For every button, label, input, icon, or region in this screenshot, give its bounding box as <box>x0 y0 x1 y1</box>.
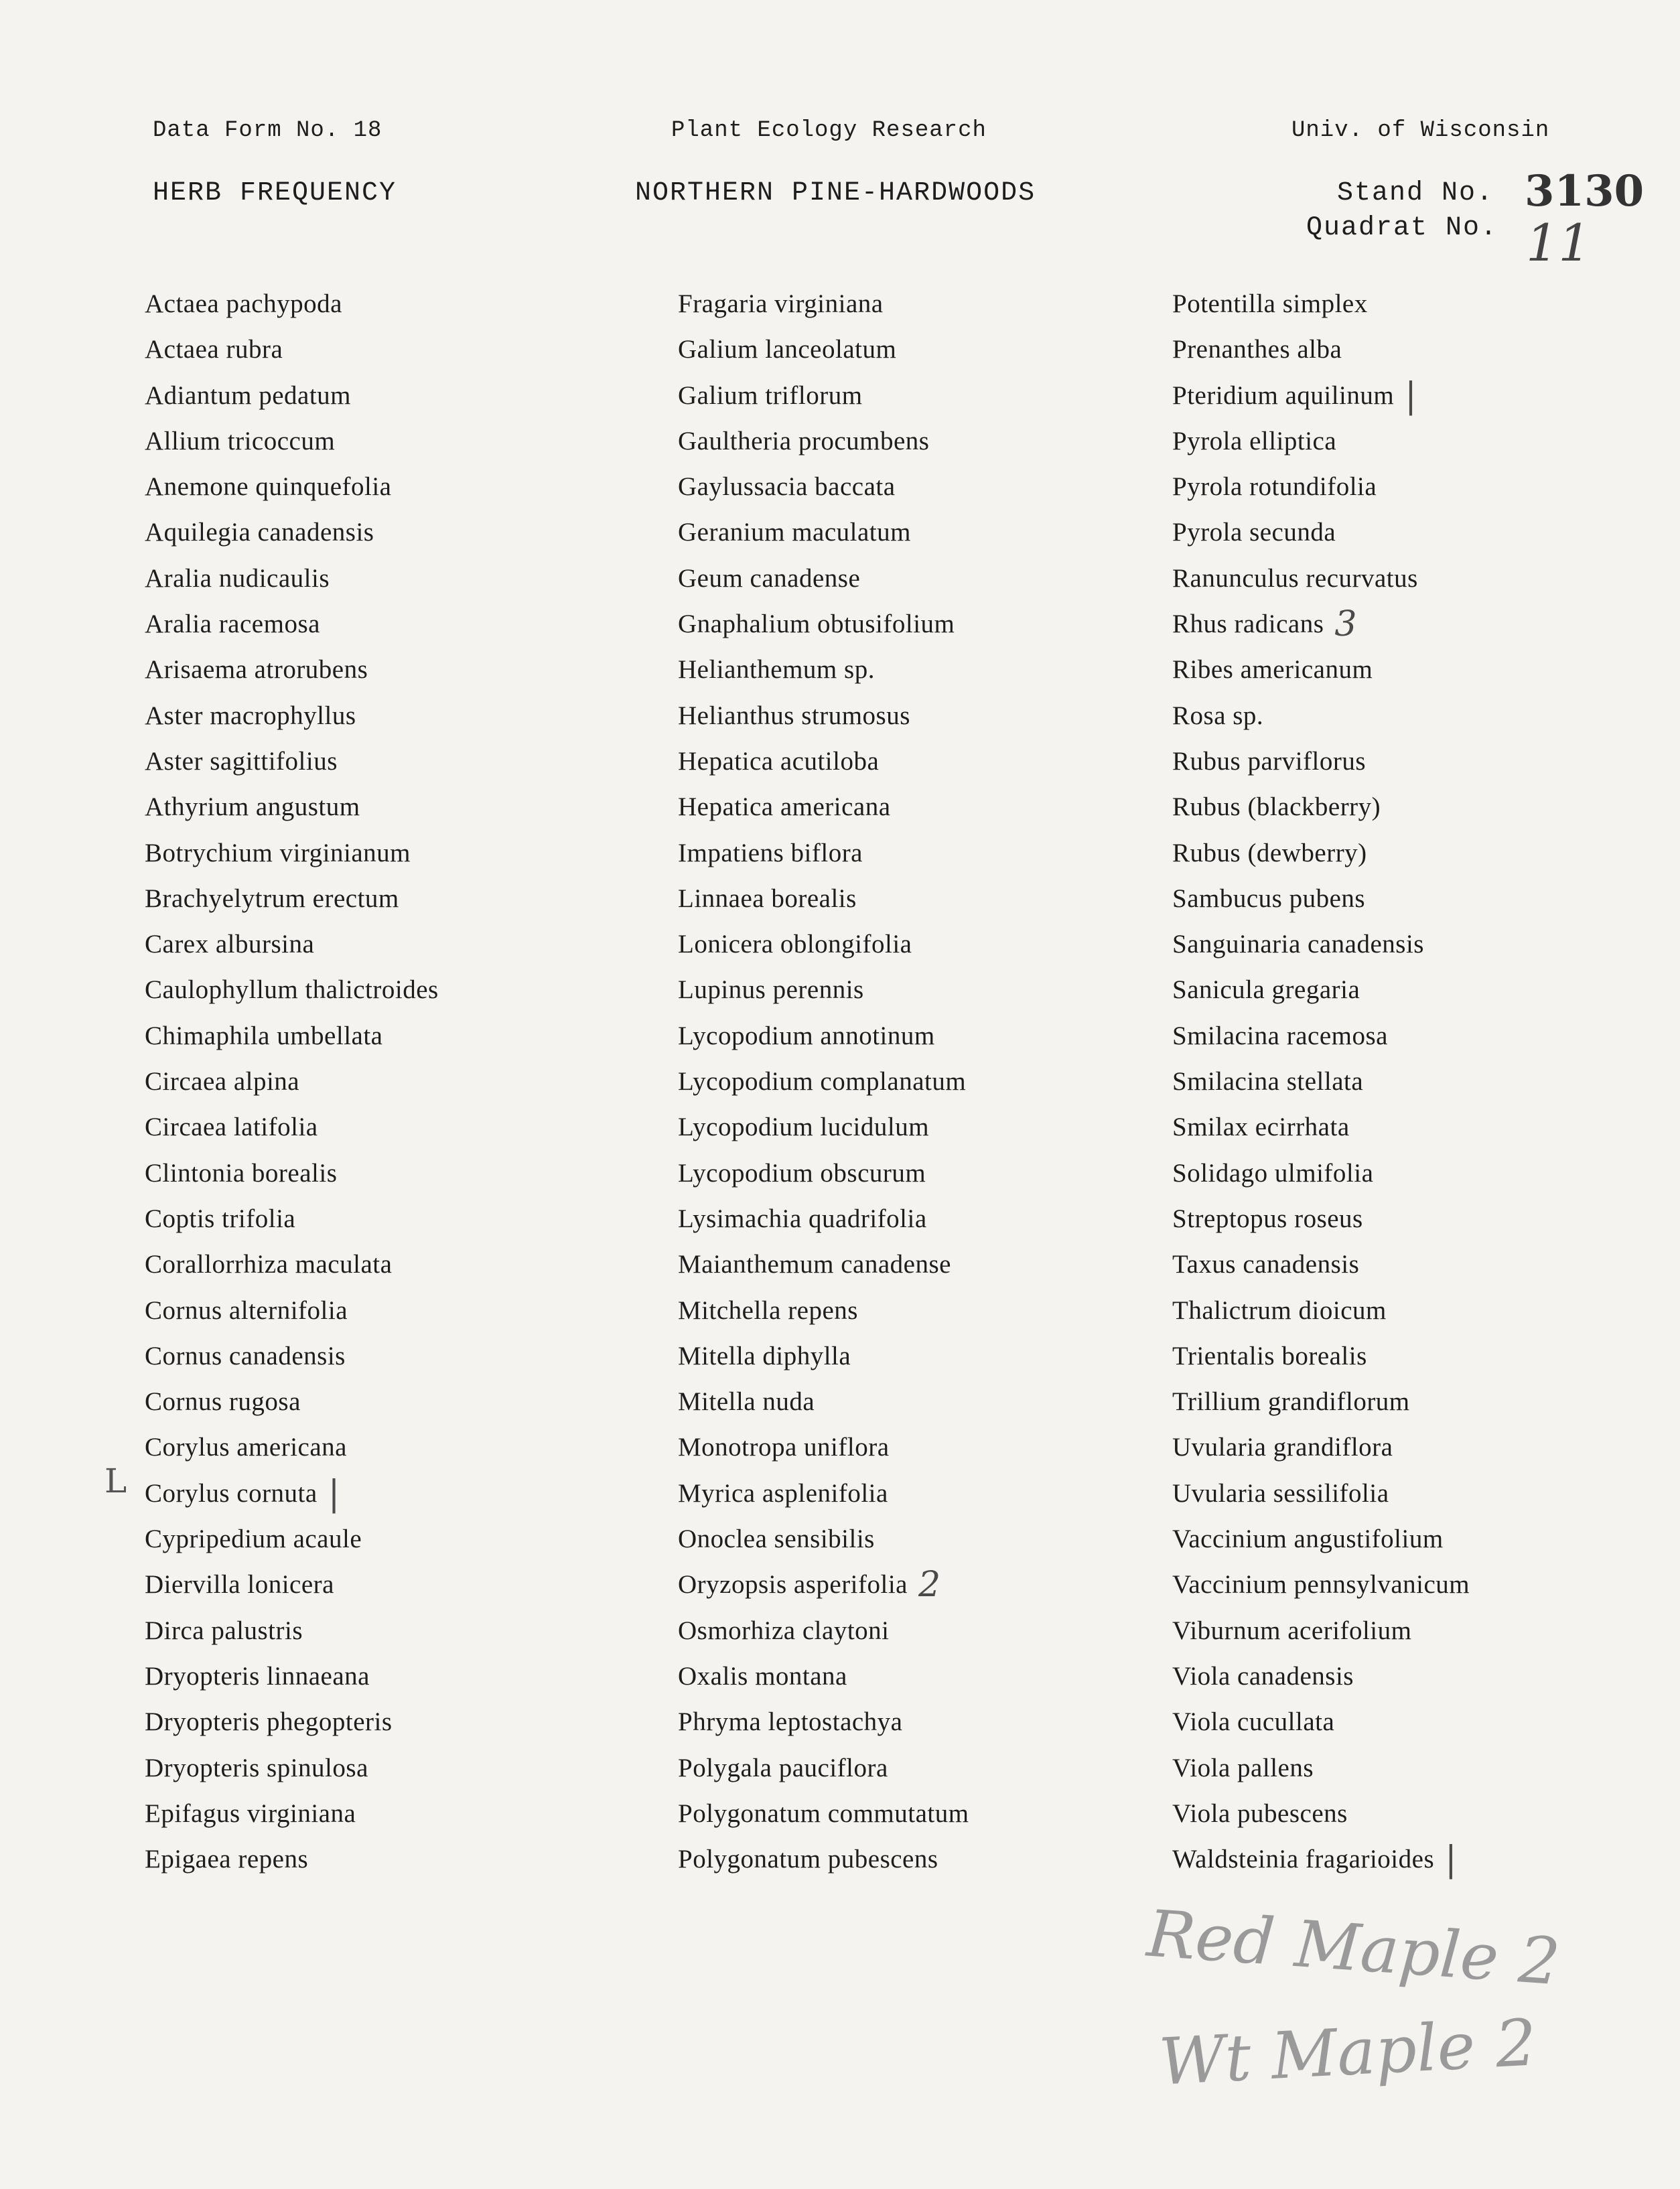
species-row <box>1172 831 1655 876</box>
species-row <box>678 1516 1160 1562</box>
species-column-1 <box>145 281 627 1882</box>
species-row <box>678 922 1160 967</box>
organization: Plant Ecology Research <box>671 118 987 143</box>
species-row <box>1172 1425 1655 1470</box>
species-row <box>678 464 1160 510</box>
species-name: Cornus canadensis <box>145 1341 346 1370</box>
species-name: Myrica asplenifolia <box>678 1478 888 1508</box>
species-name: Hepatica acutiloba <box>678 746 880 776</box>
species-row <box>678 1654 1160 1699</box>
species-row <box>145 1105 627 1150</box>
species-name: Corylus cornuta <box>145 1478 318 1508</box>
species-name: Actaea pachypoda <box>145 289 342 318</box>
species-name: Carex albursina <box>145 930 315 959</box>
species-name: Dryopteris linnaeana <box>145 1661 370 1691</box>
species-name: Rosa sp. <box>1172 701 1264 730</box>
species-name: Maianthemum canadense <box>678 1250 951 1279</box>
species-name: Polygala pauciflora <box>678 1753 888 1782</box>
quadrat-number: 11 <box>1526 213 1591 273</box>
species-row <box>1172 784 1655 830</box>
species-name: Aquilegia canadensis <box>145 518 374 547</box>
species-name: Rubus (blackberry) <box>1172 792 1381 822</box>
species-name: Corallorrhiza maculata <box>145 1250 393 1279</box>
species-name: Botrychium virginianum <box>145 838 411 867</box>
species-row <box>145 693 627 739</box>
species-row <box>678 831 1160 876</box>
species-row <box>678 510 1160 555</box>
species-name: Thalictrum dioicum <box>1172 1295 1387 1325</box>
species-row <box>678 693 1160 739</box>
species-row <box>678 876 1160 922</box>
species-row <box>678 967 1160 1013</box>
species-row <box>145 739 627 784</box>
species-row <box>145 1837 627 1882</box>
species-name: Ranunculus recurvatus <box>1172 563 1418 593</box>
handwritten-note-wt-maple: Wt Maple 2 <box>1157 2005 1539 2100</box>
species-row <box>145 967 627 1013</box>
species-name: Rubus (dewberry) <box>1172 838 1367 867</box>
species-row <box>678 1151 1160 1196</box>
species-row <box>1172 1288 1655 1334</box>
species-row <box>678 1288 1160 1334</box>
species-row <box>678 784 1160 830</box>
species-row <box>1172 967 1655 1013</box>
handwritten-note-red-maple: Red Maple 2 <box>1144 1896 1563 2000</box>
species-name: Viola pubescens <box>1172 1798 1348 1828</box>
species-name: Epifagus virginiana <box>145 1798 356 1828</box>
species-row <box>1172 1746 1655 1791</box>
species-name: Pyrola elliptica <box>1172 426 1337 455</box>
species-name: Hepatica americana <box>678 792 891 822</box>
species-row <box>1172 1608 1655 1654</box>
species-name: Solidago ulmifolia <box>1172 1158 1374 1188</box>
species-name: Diervilla lonicera <box>145 1570 334 1600</box>
species-name: Viola pallens <box>1172 1753 1314 1782</box>
species-row <box>1172 556 1655 602</box>
species-name: Geranium maculatum <box>678 518 911 547</box>
species-row <box>145 1059 627 1105</box>
species-name: Actaea rubra <box>145 335 283 364</box>
species-row <box>678 602 1160 647</box>
species-name: Rubus parviflorus <box>1172 746 1367 776</box>
frequency-tally: 3 <box>1334 604 1357 645</box>
check-mark: L <box>104 1462 127 1500</box>
species-name: Aster macrophyllus <box>145 701 356 730</box>
species-name: Ribes americanum <box>1172 655 1373 685</box>
species-row <box>145 1699 627 1745</box>
species-row <box>145 876 627 922</box>
species-row <box>678 1013 1160 1059</box>
species-name: Coptis trifolia <box>145 1204 296 1233</box>
species-name: Prenanthes alba <box>1172 335 1342 364</box>
species-name: Brachyelytrum erectum <box>145 884 399 913</box>
species-name: Adiantum pedatum <box>145 380 352 410</box>
species-name: Athyrium angustum <box>145 792 360 822</box>
species-name: Lysimachia quadrifolia <box>678 1204 927 1233</box>
species-row <box>678 647 1160 693</box>
form-title: HERB FREQUENCY <box>153 178 397 208</box>
species-name: Galium triflorum <box>678 380 863 410</box>
species-row <box>1172 464 1655 510</box>
species-name: Lycopodium obscurum <box>678 1158 926 1188</box>
species-row <box>145 1242 627 1287</box>
species-name: Allium tricoccum <box>145 426 336 455</box>
species-name: Sanicula gregaria <box>1172 975 1360 1005</box>
species-row <box>145 1425 627 1470</box>
species-row <box>145 922 627 967</box>
species-row <box>678 1746 1160 1791</box>
species-row <box>145 1288 627 1334</box>
species-row <box>145 1013 627 1059</box>
species-row <box>1172 1105 1655 1150</box>
species-name: Cypripedium acaule <box>145 1525 362 1554</box>
species-row <box>678 1608 1160 1654</box>
frequency-tally: | <box>328 1473 340 1514</box>
species-name: Potentilla simplex <box>1172 289 1368 318</box>
species-row <box>678 1059 1160 1105</box>
species-row <box>1172 1334 1655 1379</box>
species-name: Phryma leptostachya <box>678 1707 903 1737</box>
species-column-2 <box>678 281 1160 1882</box>
species-row <box>145 602 627 647</box>
community-title: NORTHERN PINE-HARDWOODS <box>635 178 1036 208</box>
species-name: Gnaphalium obtusifolium <box>678 610 955 639</box>
species-row <box>145 1562 627 1608</box>
species-name: Circaea latifolia <box>145 1113 318 1142</box>
species-name: Cornus alternifolia <box>145 1295 348 1325</box>
species-name: Aralia nudicaulis <box>145 563 330 593</box>
species-name: Smilacina racemosa <box>1172 1021 1388 1050</box>
species-row <box>1172 1242 1655 1287</box>
species-name: Viola canadensis <box>1172 1661 1354 1691</box>
species-row <box>678 327 1160 372</box>
species-name: Clintonia borealis <box>145 1158 338 1188</box>
species-row <box>678 1471 1160 1516</box>
species-name: Impatiens biflora <box>678 838 863 867</box>
species-name: Uvularia sessilifolia <box>1172 1478 1389 1508</box>
species-row <box>145 831 627 876</box>
species-name: Uvularia grandiflora <box>1172 1433 1393 1462</box>
species-row <box>1172 1013 1655 1059</box>
stand-number: 3130 <box>1525 166 1644 216</box>
species-name: Caulophyllum thalictroides <box>145 975 439 1005</box>
species-name: Mitchella repens <box>678 1295 858 1325</box>
species-name: Rhus radicans <box>1172 610 1324 639</box>
species-row <box>145 1334 627 1379</box>
species-name: Circaea alpina <box>145 1067 300 1097</box>
species-name: Galium lanceolatum <box>678 335 897 364</box>
form-number: Data Form No. 18 <box>153 118 382 143</box>
species-row <box>678 1242 1160 1287</box>
species-row <box>1172 373 1655 419</box>
species-row <box>678 1379 1160 1425</box>
species-row <box>678 1105 1160 1150</box>
species-row <box>145 510 627 555</box>
quadrat-label: Quadrat No. <box>1306 213 1498 243</box>
species-row <box>1172 1471 1655 1516</box>
species-name: Lycopodium lucidulum <box>678 1113 930 1142</box>
species-name: Epigaea repens <box>145 1845 309 1874</box>
species-name: Helianthus strumosus <box>678 701 910 730</box>
frequency-tally: | <box>1405 375 1417 416</box>
species-row <box>1172 281 1655 327</box>
species-name: Sanguinaria canadensis <box>1172 930 1424 959</box>
university: Univ. of Wisconsin <box>1291 118 1550 143</box>
species-row <box>1172 1791 1655 1837</box>
species-name: Waldsteinia fragarioides <box>1172 1845 1435 1874</box>
species-name: Cornus rugosa <box>145 1387 301 1417</box>
stand-label: Stand No. <box>1337 178 1494 208</box>
species-name: Trillium grandiflorum <box>1172 1387 1410 1417</box>
species-row <box>145 1791 627 1837</box>
species-row <box>145 784 627 830</box>
species-name: Linnaea borealis <box>678 884 857 913</box>
species-name: Polygonatum commutatum <box>678 1798 969 1828</box>
species-row <box>145 647 627 693</box>
species-name: Dryopteris spinulosa <box>145 1753 368 1782</box>
species-row <box>145 373 627 419</box>
species-row <box>678 1791 1160 1837</box>
species-row <box>678 1196 1160 1242</box>
species-row <box>145 281 627 327</box>
species-row <box>678 419 1160 464</box>
species-row <box>678 1562 1160 1608</box>
species-name: Oxalis montana <box>678 1661 847 1691</box>
species-name: Onoclea sensibilis <box>678 1525 875 1554</box>
species-name: Taxus canadensis <box>1172 1250 1360 1279</box>
species-row <box>1172 419 1655 464</box>
species-name: Viola cucullata <box>1172 1707 1335 1737</box>
species-name: Aster sagittifolius <box>145 746 338 776</box>
species-name: Dryopteris phegopteris <box>145 1707 393 1737</box>
species-name: Fragaria virginiana <box>678 289 884 318</box>
species-name: Pteridium aquilinum <box>1172 380 1395 410</box>
species-row <box>678 373 1160 419</box>
frequency-tally: | <box>1445 1839 1458 1880</box>
species-name: Smilacina stellata <box>1172 1067 1364 1097</box>
species-row <box>678 739 1160 784</box>
species-row <box>145 419 627 464</box>
species-row <box>145 1471 627 1516</box>
species-name: Lupinus perennis <box>678 975 864 1005</box>
species-row <box>1172 647 1655 693</box>
species-row <box>145 327 627 372</box>
species-name: Corylus americana <box>145 1433 347 1462</box>
frequency-tally: 2 <box>918 1565 941 1606</box>
species-row <box>678 281 1160 327</box>
species-name: Polygonatum pubescens <box>678 1845 938 1874</box>
species-column-3 <box>1172 281 1655 1882</box>
species-name: Arisaema atrorubens <box>145 655 368 685</box>
species-row <box>145 556 627 602</box>
species-name: Lycopodium complanatum <box>678 1067 967 1097</box>
species-name: Vaccinium angustifolium <box>1172 1525 1444 1554</box>
species-name: Trientalis borealis <box>1172 1341 1367 1370</box>
species-row <box>145 1516 627 1562</box>
species-row <box>1172 327 1655 372</box>
species-row <box>1172 1699 1655 1745</box>
species-row <box>145 1196 627 1242</box>
species-row <box>678 1699 1160 1745</box>
species-row <box>145 1654 627 1699</box>
species-row <box>678 1837 1160 1882</box>
species-name: Mitella nuda <box>678 1387 815 1417</box>
species-name: Osmorhiza claytoni <box>678 1616 890 1645</box>
species-row <box>145 1608 627 1654</box>
species-name: Aralia racemosa <box>145 610 320 639</box>
species-row <box>1172 1516 1655 1562</box>
species-name: Gaylussacia baccata <box>678 472 896 502</box>
species-row <box>678 1425 1160 1470</box>
species-name: Geum canadense <box>678 563 861 593</box>
species-row <box>1172 1837 1655 1882</box>
species-name: Pyrola secunda <box>1172 518 1336 547</box>
species-row <box>1172 693 1655 739</box>
species-name: Viburnum acerifolium <box>1172 1616 1412 1645</box>
species-name: Smilax ecirrhata <box>1172 1113 1350 1142</box>
species-name: Pyrola rotundifolia <box>1172 472 1377 502</box>
species-name: Chimaphila umbellata <box>145 1021 383 1050</box>
species-name: Vaccinium pennsylvanicum <box>1172 1570 1470 1600</box>
species-row <box>1172 1196 1655 1242</box>
species-row <box>1172 1151 1655 1196</box>
species-name: Oryzopsis asperifolia <box>678 1570 908 1600</box>
species-row <box>1172 510 1655 555</box>
species-row <box>145 1379 627 1425</box>
species-row <box>145 1151 627 1196</box>
species-name: Streptopus roseus <box>1172 1204 1363 1233</box>
species-name: Helianthemum sp. <box>678 655 875 685</box>
species-row <box>145 1746 627 1791</box>
species-name: Anemone quinquefolia <box>145 472 392 502</box>
species-row <box>678 1334 1160 1379</box>
species-row <box>1172 1059 1655 1105</box>
species-name: Mitella diphylla <box>678 1341 851 1370</box>
species-name: Lycopodium annotinum <box>678 1021 935 1050</box>
species-row <box>1172 1379 1655 1425</box>
species-row <box>1172 1654 1655 1699</box>
species-row <box>1172 922 1655 967</box>
species-row <box>1172 739 1655 784</box>
species-name: Sambucus pubens <box>1172 884 1366 913</box>
species-row <box>1172 876 1655 922</box>
species-row <box>145 464 627 510</box>
species-row <box>1172 602 1655 647</box>
species-name: Monotropa uniflora <box>678 1433 890 1462</box>
species-name: Lonicera oblongifolia <box>678 930 912 959</box>
species-row <box>678 556 1160 602</box>
species-name: Dirca palustris <box>145 1616 303 1645</box>
species-name: Gaultheria procumbens <box>678 426 930 455</box>
species-row <box>1172 1562 1655 1608</box>
